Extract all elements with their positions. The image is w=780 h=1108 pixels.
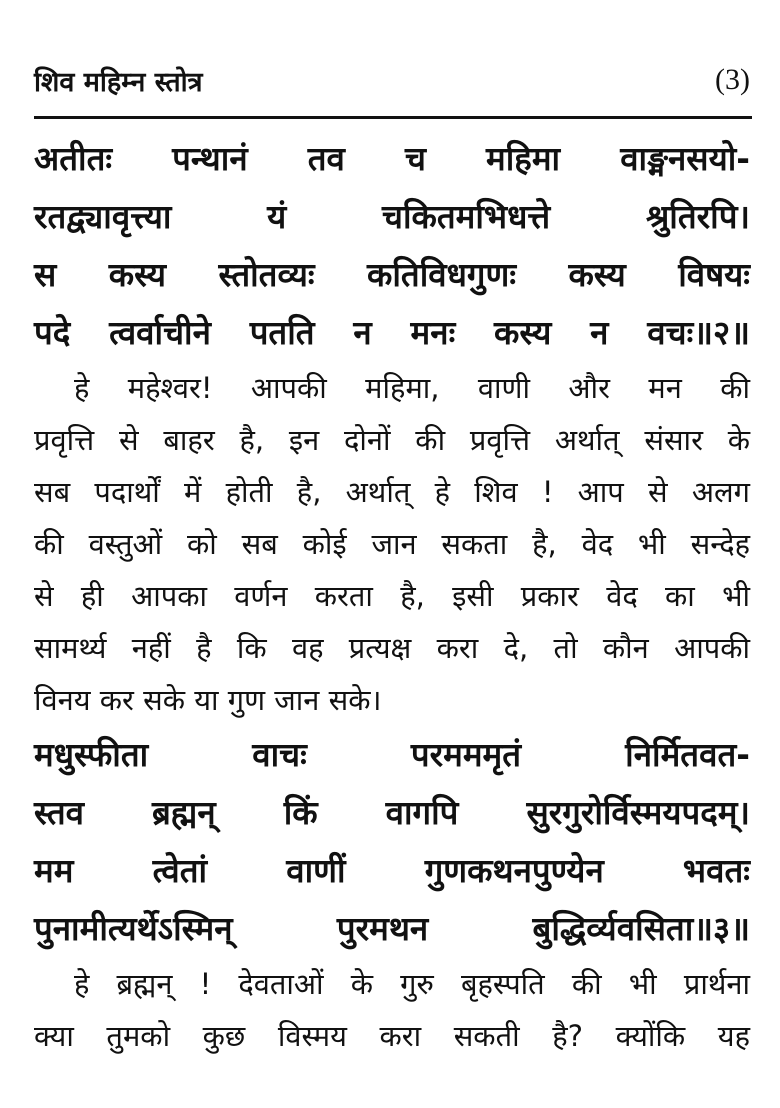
verse-word: पुनामीत्यर्थेऽस्मिन् bbox=[34, 909, 233, 948]
text-line: हे महेश्वर! आपकी महिमा, वाणी और मन की bbox=[74, 371, 750, 405]
verse-word: वागपि bbox=[385, 793, 459, 832]
commentary-2 bbox=[34, 362, 750, 726]
verse-word: परमममृतं bbox=[410, 735, 522, 774]
verse-word: वाचः bbox=[252, 735, 307, 774]
text-line: विनय कर सके या गुण जान सके। bbox=[34, 683, 382, 717]
text-line: सब पदार्थों में होती है, अर्थात् हे शिव ! आप से अलग bbox=[34, 475, 750, 509]
verse-line bbox=[34, 900, 750, 958]
verse-word: भवतः bbox=[682, 851, 750, 890]
verse-line bbox=[34, 304, 750, 362]
text-line: से ही आपका वर्णन करता है, इसी प्रकार वेद का भी bbox=[34, 579, 750, 613]
verse-word: अतीतः bbox=[34, 139, 113, 178]
verse-word: वचः॥२॥ bbox=[647, 313, 750, 352]
verse-word: मम bbox=[34, 851, 74, 890]
verse-word: वाणीं bbox=[286, 851, 346, 890]
verse-word: कस्य bbox=[494, 313, 552, 352]
verse-word: किं bbox=[283, 793, 318, 832]
verse-word: वाङ्मनसयो- bbox=[620, 139, 750, 178]
verse-word: चकितमभिधत्ते bbox=[382, 197, 551, 236]
verse-word: तव bbox=[307, 139, 345, 178]
verse-word: निर्मितवत- bbox=[625, 735, 750, 774]
text-line: हे ब्रह्मन् ! देवताओं के गुरु बृहस्पति की भी प्रार्थना bbox=[74, 967, 750, 1001]
verse-word: च bbox=[404, 139, 426, 178]
verse-word: स्तोतव्यः bbox=[218, 255, 315, 294]
verse-word: कस्य bbox=[568, 255, 626, 294]
verse-word: कतिविधगुणः bbox=[367, 255, 517, 294]
text-line: सामर्थ्य नहीं है कि वह प्रत्यक्ष करा दे, तो कौन आपकी bbox=[34, 631, 750, 665]
text-line: क्या तुमको कुछ विस्मय करा सकती है? क्योंकि यह bbox=[34, 1019, 750, 1053]
verse-word: स bbox=[34, 255, 57, 294]
verse-word: कस्य bbox=[108, 255, 167, 294]
page-content bbox=[34, 130, 750, 1062]
text-line: की वस्तुओं को सब कोई जान सकता है, वेद भी सन्देह bbox=[34, 527, 750, 561]
verse-word: मधुस्फीता bbox=[34, 735, 149, 774]
page-header bbox=[34, 56, 750, 104]
verse-word: रतद्व्यावृत्त्या bbox=[34, 197, 172, 236]
verse-word: स्तव bbox=[34, 793, 84, 832]
verse-line bbox=[34, 726, 750, 784]
verse-word: महिमा bbox=[486, 139, 561, 178]
verse-word: त्वर्वाचीने bbox=[109, 313, 211, 352]
running-title: शिव महिम्न स्तोत्र bbox=[34, 66, 203, 98]
verse-line bbox=[34, 246, 750, 304]
verse-word: ब्रह्मन् bbox=[152, 793, 216, 832]
verse-2 bbox=[34, 130, 750, 362]
verse-word: पतति bbox=[249, 313, 315, 352]
verse-word: सुरगुरोर्विस्मयपदम्। bbox=[526, 793, 750, 832]
commentary-3 bbox=[34, 958, 750, 1062]
verse-word: विषयः bbox=[678, 255, 750, 294]
verse-word: मनः bbox=[410, 313, 456, 352]
page-number: (3) bbox=[715, 63, 750, 96]
verse-word: पुरमथन bbox=[336, 909, 429, 948]
verse-line bbox=[34, 784, 750, 842]
verse-line bbox=[34, 130, 750, 188]
verse-word: पदे bbox=[34, 313, 71, 352]
verse-line bbox=[34, 842, 750, 900]
verse-word: श्रुतिरपि। bbox=[645, 197, 750, 236]
verse-word: न bbox=[590, 313, 609, 352]
verse-line bbox=[34, 188, 750, 246]
verse-word: न bbox=[353, 313, 372, 352]
text-line: प्रवृत्ति से बाहर है, इन दोनों की प्रवृत्ति अर्थात् संसार के bbox=[34, 423, 750, 457]
verse-3 bbox=[34, 726, 750, 958]
verse-word: बुद्धिर्व्यवसिता॥३॥ bbox=[532, 909, 750, 948]
verse-word: यं bbox=[267, 197, 287, 236]
verse-word: गुणकथनपुण्येन bbox=[424, 851, 604, 890]
verse-word: त्वेतां bbox=[152, 851, 208, 890]
verse-word: पन्थानं bbox=[172, 139, 248, 178]
header-rule bbox=[34, 116, 752, 119]
